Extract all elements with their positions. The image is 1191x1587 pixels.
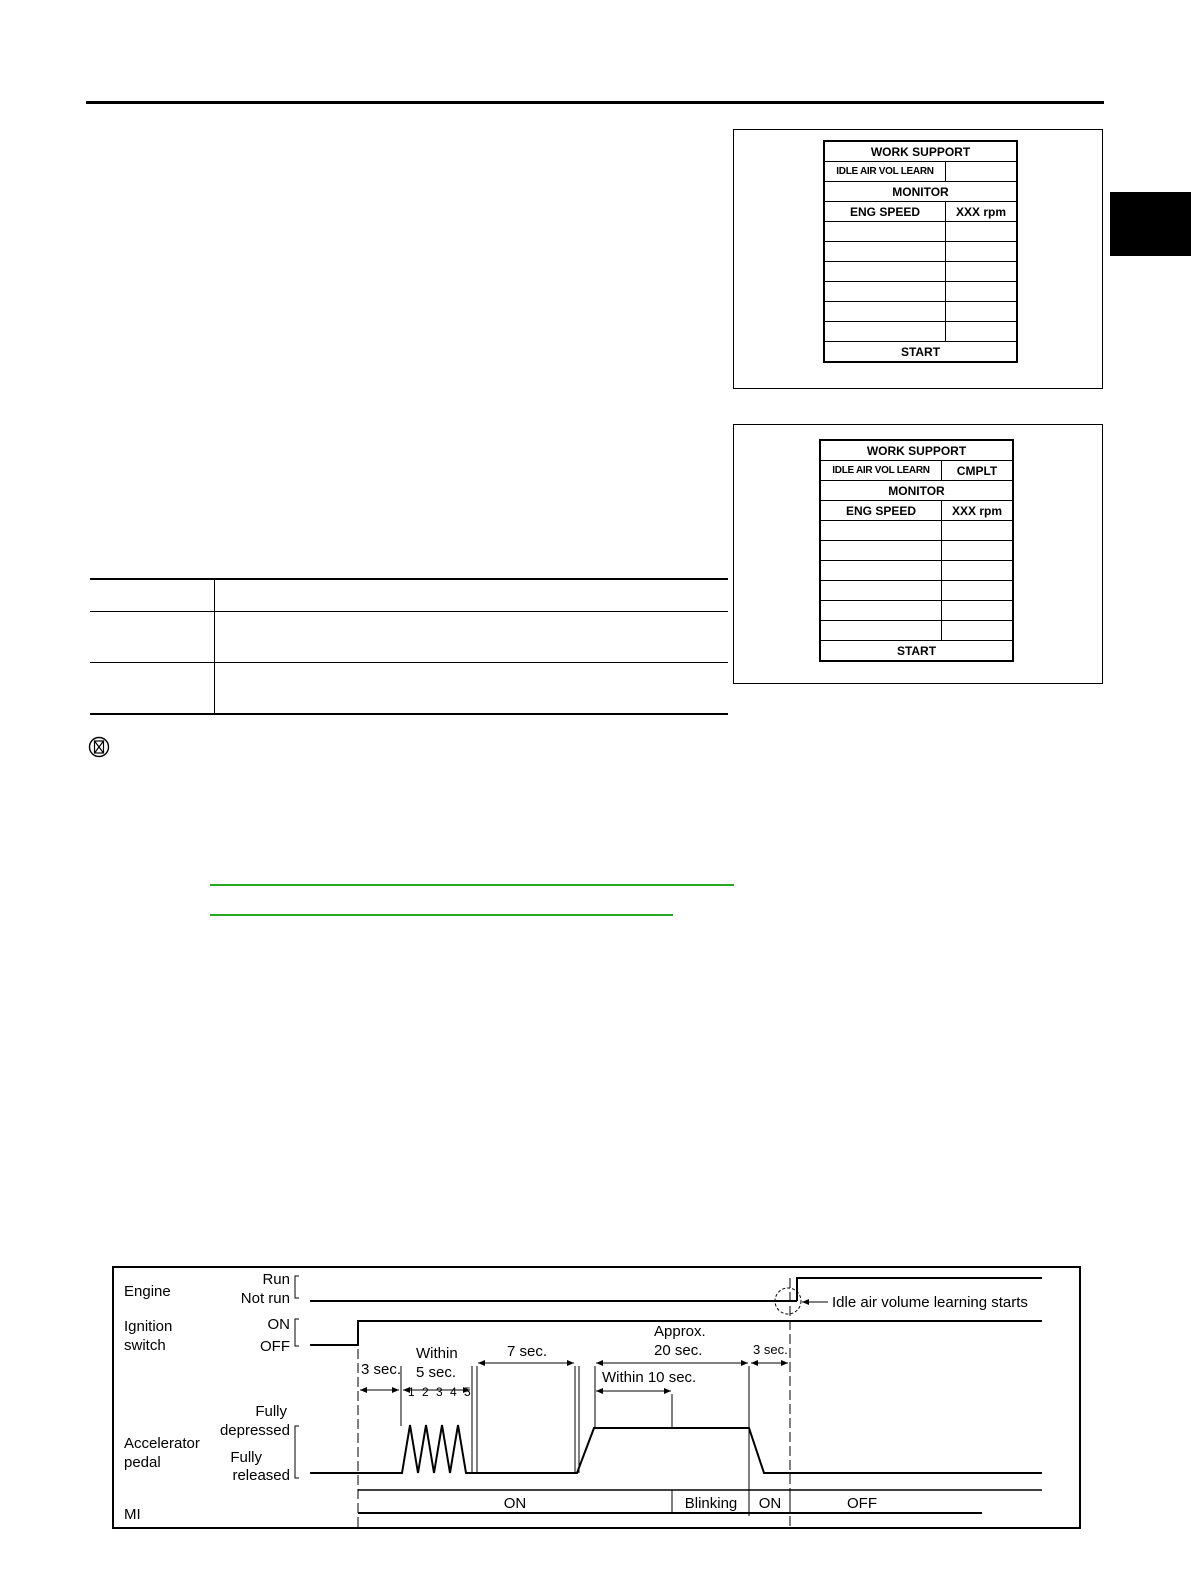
approx-20sec-label-1: Approx. (654, 1323, 706, 1340)
mi-off-label: OFF (847, 1495, 877, 1512)
within-10sec-label: Within 10 sec. (602, 1369, 697, 1386)
ignition-bracket (295, 1319, 299, 1346)
table-row (90, 612, 728, 663)
fully-released-label-2: released (232, 1467, 290, 1484)
fully-depressed-label-1: Fully (255, 1403, 287, 1420)
empty-row (820, 621, 1013, 641)
learning-starts-label: Idle air volume learning starts (832, 1294, 1028, 1311)
reference-link-1[interactable] (210, 884, 734, 886)
ignition-on-label: ON (267, 1316, 290, 1333)
svg-text:5: 5 (464, 1385, 471, 1399)
idle-air-vol-learn-value: CMPLT (942, 461, 1014, 481)
mi-blinking-label: Blinking (684, 1495, 738, 1512)
work-support-header: WORK SUPPORT (820, 440, 1013, 461)
idle-air-volume-learning-timing-chart (112, 1266, 1081, 1529)
eng-speed-label: ENG SPEED (824, 202, 946, 222)
empty-row (824, 302, 1017, 322)
eng-speed-label: ENG SPEED (820, 501, 942, 521)
work-support-header: WORK SUPPORT (824, 141, 1017, 162)
svg-text:3: 3 (436, 1385, 443, 1399)
within-5sec-label-1: Within (416, 1345, 458, 1362)
svg-text:1: 1 (408, 1385, 415, 1399)
mi-on-label: ON (503, 1495, 527, 1512)
engine-label: Engine (124, 1283, 171, 1300)
empty-row (824, 282, 1017, 302)
work-support-screen-2 (819, 439, 1014, 662)
empty-row (820, 581, 1013, 601)
start-button[interactable]: START (824, 342, 1017, 363)
pedal-count (408, 1385, 471, 1399)
empty-row (820, 541, 1013, 561)
empty-row (820, 561, 1013, 581)
idle-air-vol-learn-label: IDLE AIR VOL LEARN (824, 162, 946, 182)
accelerator-bracket (295, 1426, 299, 1478)
svg-text:2: 2 (422, 1385, 429, 1399)
accelerator-label-2: pedal (124, 1454, 161, 1471)
fully-released-label-1: Fully (230, 1449, 262, 1466)
within-5sec-label-2: 5 sec. (416, 1364, 457, 1381)
eng-speed-value: XXX rpm (942, 501, 1014, 521)
interval-3sec-b-label: 3 sec. (753, 1342, 788, 1357)
engine-not-run-label: Not run (240, 1290, 290, 1307)
info-table (90, 578, 728, 715)
svg-text:4: 4 (450, 1385, 457, 1399)
accelerator-signal (310, 1425, 1042, 1473)
screen-figure-1 (733, 129, 1103, 389)
section-tab (1110, 192, 1191, 256)
empty-row (824, 242, 1017, 262)
header-rule (86, 101, 1104, 104)
empty-row (824, 222, 1017, 242)
work-support-screen-1 (823, 140, 1018, 363)
approx-20sec-label-2: 20 sec. (654, 1342, 703, 1359)
engine-run-label: Run (262, 1271, 290, 1288)
empty-row (824, 322, 1017, 342)
start-button[interactable]: START (820, 641, 1013, 662)
eng-speed-value: XXX rpm (946, 202, 1018, 222)
ignition-label-2: switch (124, 1337, 166, 1354)
table-row (90, 663, 728, 715)
accelerator-label-1: Accelerator (124, 1435, 200, 1452)
mi-on-2-label: ON (758, 1495, 782, 1512)
fully-depressed-label-2: depressed (219, 1422, 290, 1439)
caution-icon (88, 736, 110, 758)
empty-row (820, 521, 1013, 541)
monitor-header: MONITOR (824, 182, 1017, 202)
empty-row (824, 262, 1017, 282)
ignition-label-1: Ignition (124, 1318, 173, 1335)
interval-3sec-label: 3 sec. (361, 1361, 402, 1378)
idle-air-vol-learn-value (946, 162, 1018, 182)
empty-row (820, 601, 1013, 621)
ignition-off-label: OFF (260, 1338, 290, 1355)
interval-7sec-label: 7 sec. (507, 1343, 548, 1360)
reference-link-2[interactable] (210, 914, 673, 916)
engine-bracket (295, 1276, 299, 1298)
monitor-header: MONITOR (820, 481, 1013, 501)
idle-air-vol-learn-label: IDLE AIR VOL LEARN (820, 461, 942, 481)
table-header-row (90, 579, 728, 612)
screen-figure-2 (733, 424, 1103, 684)
mi-label: MI (124, 1506, 141, 1523)
